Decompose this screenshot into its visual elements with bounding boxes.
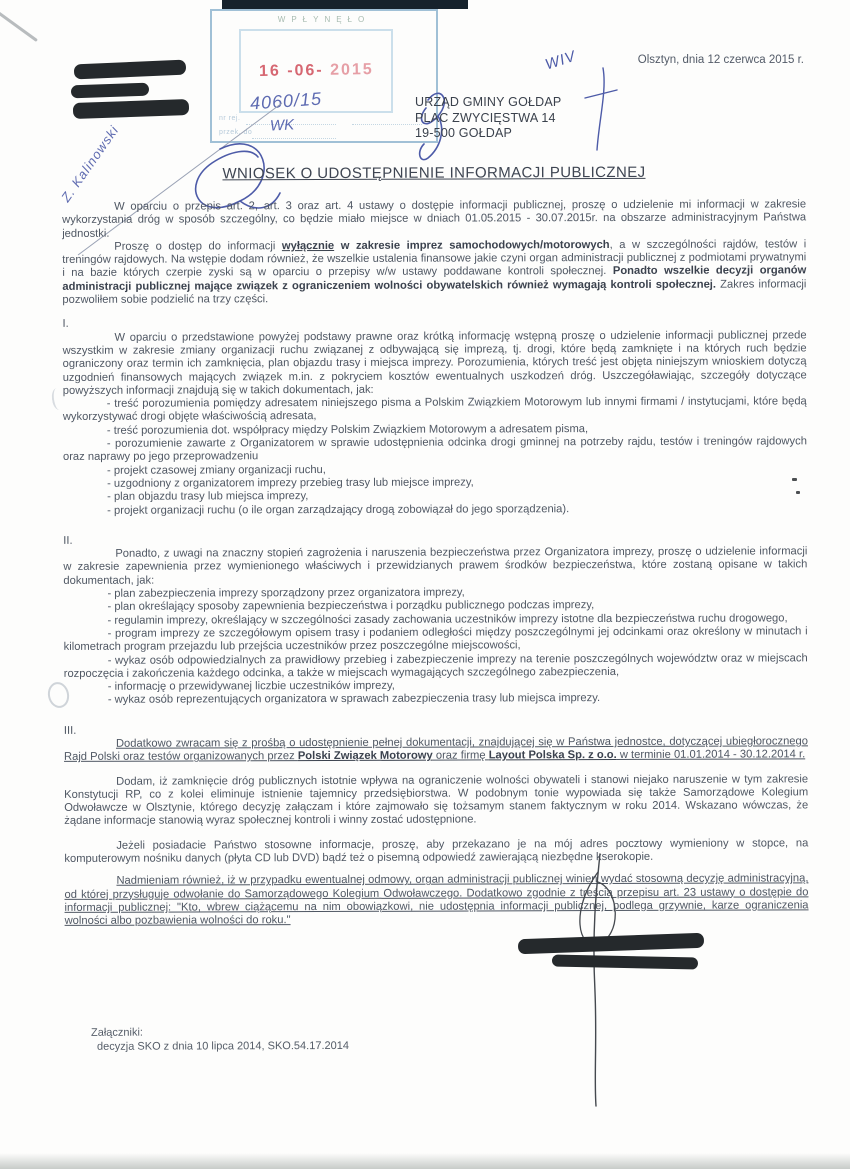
list-item	[63, 395, 807, 424]
text-segment: w zakresie imprez samochodowych/motorowych	[334, 238, 610, 252]
list-item	[63, 502, 807, 518]
paragraph	[64, 735, 808, 764]
text-segment: Dodam, iż zamknięcie dróg publicznych istotnie wpływa na ograniczenie wolności obywateli i stanowi niejako naruszenie w tym zakresie Konstytucji RP, co z kolei eliminuje istnienie tajemnicy przedsiębiorstwa. W podobnym tonie wypowiada się także Samorządowe Kolegium Odwoławcze w Olsztynie, którego decyzję załączam i które zajmowało się tożsamym stanem faktycznym w roku 2014. Wskazano wówczas, że żądane informacje stanowią wyraz społecznej kontroli i winny zostać udostępnione.	[64, 772, 809, 828]
recipient-name: URZĄD GMINY GOŁDAP	[415, 95, 562, 109]
paragraph	[62, 238, 806, 307]
text-segment: - treść porozumienia pomiędzy adresatem niniejszego pisma a Polskim Związkiem Motorowym lub innymi firmami / instytucjami, które będą wykorzystywać drogi objęte właściwością adresata,	[62, 395, 807, 424]
recipient-postal: 19-500 GOŁDAP	[415, 126, 513, 140]
stamp-date	[258, 61, 373, 81]
text-segment: Zakres informacji pozwoliłem sobie podzielić na trzy części.	[62, 278, 807, 307]
handwritten-ref-number: 4060/15	[249, 88, 323, 114]
text-segment: - informację o przewidywanej liczbie uczestników imprezy,	[107, 679, 395, 693]
text-segment: - regulamin imprezy, określający w szczególności zasady zachowania uczestników imprezy istotne dla bezpieczeństwa ruchu drogowego,	[107, 612, 788, 627]
text-segment: - treść porozumienia dot. współpracy między Polskim Związkiem Motorowym a adresatem pisma,	[106, 422, 589, 437]
redaction-bar-stamp-header	[222, 0, 468, 9]
document-title: WNIOSEK O UDOSTĘPNIENIE INFORMACJI PUBLICZNEJ	[222, 163, 646, 183]
paragraph	[63, 545, 807, 587]
list-item	[64, 625, 808, 654]
stamp-label-przek: przek. do	[219, 129, 253, 136]
text-segment: - plan zabezpieczenia imprezy sporządzony przez organizatora imprezy,	[107, 586, 465, 600]
attachment-item: decyzja SKO z dnia 10 lipca 2014, SKO.54.17.2014	[97, 1039, 349, 1053]
stamp-dotted-line	[252, 137, 336, 139]
intake-stamp	[210, 9, 438, 143]
text-segment: - wykaz osób odpowiedzialnych za prawidłowy przebieg i zabezpieczenie imprezy na terenie poszczególnych województw oraz w miejscach rozpoczęcia i zakończenia każdego odcinka, a także w miejscach wymagających szczególnego zabezpieczenia,	[63, 651, 808, 680]
ink-speck	[796, 491, 800, 494]
ink-speck	[792, 478, 797, 481]
redaction-bar-sender	[74, 60, 187, 80]
attachments-block	[91, 1025, 349, 1054]
text-segment: w terminie 01.01.2014 - 30.12.2014 r.	[616, 748, 806, 762]
text-segment: , a w szczególności rajdów, testów i treningów rajdowych. Na wstępie dodam również, że wszelkie ustalenia finansowe jakie czyni organ administracji publicznej z podmiotami prywatnymi i na bazie których czerpie zyski są w oparciu o przepisy w/w ustawy poddawane kontroli społecznej.	[62, 238, 807, 280]
text-segment: - projekt czasowej zmiany organizacji ruchu,	[106, 463, 326, 477]
redaction-bar-sender	[73, 99, 189, 119]
handwritten-margin-note: Z. Kalinowski	[58, 122, 122, 205]
text-segment: Ponadto wszelkie decyzji organów administracji publicznej mające związek z ograniczeniem wolności obywatelskich również wymagają kontroli społecznej.	[62, 264, 807, 293]
text-segment: wyłącznie	[281, 239, 335, 253]
text-segment: W oparciu o przepis art. 2, art. 3 oraz art. 4 ustawy o dostępie informacji publicznej, proszę o udzielenie mi informacji w zakresie wykorzystania dróg w sposób szczególny, co będzie miało miejsce w dniach 01.05.2015 - 30.07.2015r. na obszarze administracyjnym Państwa jednostki.	[62, 198, 807, 240]
text-segment: I.	[62, 318, 69, 331]
text-segment: Polski Związek Motorowy	[297, 749, 433, 763]
stamp-header-text: WPŁYNĘŁO	[277, 15, 371, 24]
scan-edge-shadow	[0, 1153, 850, 1169]
paragraph	[63, 329, 807, 398]
paragraph	[62, 198, 806, 240]
city-date-line: Olsztyn, dnia 12 czerwca 2015 r.	[637, 54, 804, 66]
text-segment: - program imprezy ze szczegółowym opisem trasy i podaniem odległości między poszczególnymi jej odcinkami oraz określony w minutach i kilometrach program przejazdu lub przejścia uczestników przez poszczególne miejscowości,	[63, 625, 808, 654]
handwritten-top-right-initials: WIV	[543, 47, 579, 74]
text-segment: II.	[63, 534, 73, 547]
stamp-date-year: 2015	[329, 61, 374, 79]
text-segment: - plan określający sposoby zapewnienia bezpieczeństwa i porządku publicznego podczas imprezy,	[107, 599, 595, 614]
text-segment: - uzgodniony z organizatorem imprezy przebieg trasy lub miejsce imprezy,	[107, 476, 474, 490]
text-segment: Proszę o dostęp do informacji	[114, 240, 282, 253]
handwritten-dept-code: WK	[269, 116, 295, 135]
text-segment: - plan objazdu trasy lub miejsca imprezy,	[107, 490, 309, 504]
attachments-label: Załączniki:	[90, 1026, 143, 1039]
stamp-label-nr: nr rej.	[219, 115, 241, 122]
list-item	[64, 652, 808, 681]
text-segment: Dodatkowo zwracam się z prośbą o udostępnienie pełnej dokumentacji, znajdującej się w Państwa jednostce, dotyczącej ubiegłorocznego Rajd Polski oraz testów organizowanych przez	[63, 735, 808, 764]
scan-edge-artifact	[0, 9, 38, 42]
signature-area	[492, 852, 752, 1110]
handwritten-pen-mark	[575, 60, 625, 155]
text-segment: - porozumienie zawarte z Organizatorem w sprawie udostępnienia odcinka drogi gminnej na potrzeby rajdu, testów i treningów rajdowych oraz naprawy po jego przeprowadzeniu	[62, 435, 807, 464]
text-segment: - wykaz osób reprezentujących organizatora w sprawach zabezpieczenia trasy lub miejsca imprezy.	[107, 692, 601, 707]
text-segment: Layout Polska Sp. z o.o.	[488, 749, 617, 762]
handwritten-signature-stroke	[492, 852, 752, 1110]
text-segment: Jeżeli posiadacie Państwo stosowne informacje, proszę, aby przekazano je na mój adres pocztowy wymieniony w stopce, na komputerowym nośniku danych (płyta CD lub DVD) bądź też o pisemną odpowiedź zawierającą niezbędne kserokopie.	[64, 837, 809, 865]
text-segment: oraz firmę	[432, 749, 489, 762]
list-item	[63, 435, 807, 464]
paragraph	[64, 773, 808, 829]
recipient-address	[415, 95, 561, 142]
text-segment: Ponadto, z uwagi na znaczny stopień zagrożenia i naruszenia bezpieczeństwa przez Organizatora imprezy, proszę o udzielenie informacji w zakresie zapewnienia przez wymienionego właściwych i przewidzianych prawem środków bezpieczeństwa, które zostaną opisane w takich dokumentach, jak:	[63, 545, 808, 587]
document-body	[62, 198, 809, 928]
redaction-bar-sender	[71, 83, 149, 99]
stamp-date-daymonth: 16 -06-	[258, 61, 324, 81]
stamp-dotted-line	[352, 123, 422, 125]
list-item	[64, 692, 808, 708]
text-segment: W oparciu o przedstawione powyżej podstawy prawne oraz krótką informację wstępną proszę o udzielenie informacji publicznej przede wszystkim w zakresie zmiany organizacji ruchu związanej z odbywającą się imprezą, tj. drogi, które będą zamknięte i na których ruch będzie ograniczony oraz termin ich zamknięcia, plan objazdu trasy i miejsca imprezy. Porozumienia, których treść jest objęta niniejszym wnioskiem dotyczą uzgodnień finansowych mających związek m.in. z pokryciem kosztów ewentualnych uszkodzeń dróg. Uszczegóławiając, szczegóły dotyczące powyższych informacji znajdują się w takich dokumentach, jak:	[62, 328, 807, 397]
recipient-street: PLAC ZWYCIĘSTWA 14	[415, 110, 556, 125]
text-segment: III.	[63, 724, 77, 737]
text-segment: - projekt organizacji ruchu (o ile organ zarządzający drogą zobowiązał do jego sporządzenia).	[107, 502, 570, 517]
text-segment: Nadmieniam również, iż w przypadku ewentualnej odmowy, organ administracji publicznej winien wydać stosowną decyzję administracyjną, od której przysługuje odwołanie do Samorządowego Kolegium Odwoławczego. Dodatkowo zgodnie z treścią przepisu art. 23 ustawy o dostępie do informacji publicznej: "Kto, wbrew ciążącemu na nim obowiązkowi, nie udostępnia informacji publicznej, podlega grzywnie, karze ograniczenia wolności albo pozbawienia wolności do roku."	[64, 872, 809, 928]
